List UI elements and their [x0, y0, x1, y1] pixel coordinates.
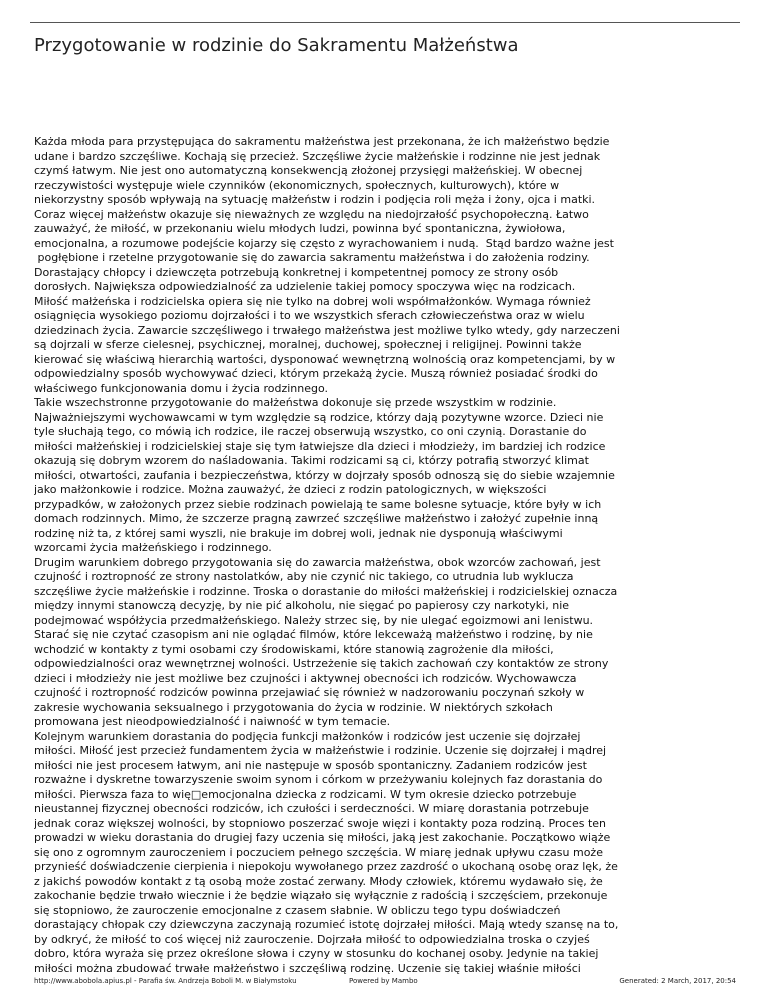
text-line: właściwego funkcjonowania domu i życia rodzinnego. [34, 381, 329, 395]
footer-generated-date: Generated: 2 March, 2017, 20:54 [619, 977, 736, 985]
text-line: miłości, otwartości, zaufania i bezpieczeństwa, którzy w dojrzały sposób odnoszą się do siebie wzajemnie [34, 468, 615, 482]
text-line: okazują się dobrym wzorem do naśladowania. Takimi rodzicami są ci, którzy potrafią stworzyć klimat [34, 454, 589, 467]
text-line: Starać się nie czytać czasopism ani nie oglądać filmów, które lekceważą małżeństwo i rodzinę, by nie [34, 628, 593, 641]
text-line: promowana jest nieodpowiedzialność i naiwność w tym temacie. [34, 715, 391, 728]
text-line: niekorzystny sposób wpływają na sytuację małżeństw i rodzin i podjęcia roli męża i żony, ojca i matki. [34, 193, 596, 206]
text-line: między innymi stanowczą decyzję, by nie pić alkoholu, nie sięgać po papierosy czy narkotyki, nie [34, 599, 570, 612]
text-line: rozważne i dyskretne towarzyszenie swoim synom i córkom w przeżywaniu kolejnych faz dorastania do [34, 773, 603, 786]
text-line: czujność i roztropność ze strony nastolatków, aby nie czynić nic takiego, co utrudnia lub wyklucza [34, 570, 574, 583]
text-line: dzieci i młodzieży nie jest możliwe bez czujności i aktywnej obecności ich rodziców. Wychowawcza [34, 671, 577, 685]
text-line: Coraz więcej małżeństw okazuje się nieważnych ze względu na niedojrzałość psychopołeczną. Łatwo [34, 207, 589, 221]
text-line: dobro, która wyraża się przez określone słowa i czyny w stosunku do kochanej osoby. Jedynie na takiej [34, 947, 599, 960]
text-line: czymś łatwym. Nie jest ono automatyczną konsekwencją złożonej przysięgi małżeńskiej. W obecnej [34, 164, 583, 177]
text-line: się ono z ogromnym zauroczeniem i poczuciem pełnego szczęścia. W miarę jednak upływu czasu może [34, 845, 603, 859]
footer-source-link[interactable]: http://www.abobola.apius.pl - Parafia św. Andrzeja Boboli M. w Białymstoku [34, 977, 297, 985]
text-line: zakresie wychowania seksualnego i przygotowania do życia w rodzinie. W niektórych szkołach [34, 700, 553, 714]
text-line: wchodzić w kontakty z tymi osobami czy środowiskami, które stanowią zagrożenie dla miłości, [34, 642, 554, 656]
text-line: Miłość małżeńska i rodzicielska opiera się nie tylko na dobrej woli współmałżonków. Wymaga również [34, 294, 591, 308]
text-line: rzeczywistości występuje wiele czynników (ekonomicznych, społecznych, kulturowych), które w [34, 178, 560, 192]
text-line: szczęśliwe życie małżeńskie i rodzinne. Troska o dorastanie do miłości małżeńskiej i rodzicielskiej oznacza [34, 584, 618, 598]
text-line: są dojrzali w sferze cielesnej, psychicznej, moralnej, duchowej, społecznej i religijnej. Powinni także [34, 338, 582, 351]
footer-powered-by: Powered by Mambo [349, 977, 418, 985]
text-line: dorosłych. Największa odpowiedzialność za udzielenie takiej pomocy spoczywa więc na rodzicach. [34, 280, 576, 293]
text-line: Drugim warunkiem dobrego przygotowania się do zawarcia małżeństwa, obok wzorców zachowań, jest [34, 555, 601, 569]
text-line: by odkryć, że miłość to coś więcej niż zauroczenie. Dojrzała miłość to odpowiedzialna troska o czyjeś [34, 932, 590, 946]
text-line: dorastający chłopak czy dziewczyna zaczynają rozumieć istotę dojrzałej miłości. Mają wtedy szansę na to, [34, 918, 619, 931]
text-line: jako małżonkowie i rodzice. Można zauważyć, że dzieci z rodzin patologicznych, w większości [34, 483, 547, 496]
page-footer [34, 977, 736, 987]
text-line: prowadzi w wieku dorastania do drugiej fazy uczenia się miłości, jaką jest zakochanie. Początkowo wiąże [34, 831, 611, 844]
text-line: z jakichś powodów kontakt z tą osobą może zostać zerwany. Młody człowiek, któremu wydawało się, że [34, 874, 603, 888]
text-line: wzorcami życia małżeńskiego i rodzinnego. [34, 541, 272, 554]
page-title: Przygotowanie w rodzinie do Sakramentu Małżeństwa [34, 35, 519, 56]
text-line: przypadków, w założonych przez siebie rodzinach powielają te same bolesne sytuacje, które były w ich [34, 497, 602, 511]
text-line: Kolejnym warunkiem dorastania do podjęcia funkcji małżonków i rodziców jest uczenie się dojrzałej [34, 729, 581, 743]
text-line: miłości małżeńskiej i rodzicielskiej staje się tym łatwiejsze dla dzieci i młodzieży, im bardziej ich rodzice [34, 439, 606, 453]
text-line: odpowiedzialny sposób wychowywać dzieci, którym przekażą życie. Muszą również posiadać środki do [34, 367, 598, 380]
text-line: miłości można zbudować trwałe małżeństwo i szczęśliwą rodzinę. Uczenie się takiej właśnie miłości [34, 961, 581, 975]
text-line: emocjonalna, a rozumowe podejście kojarzy się często z wyrachowaniem i nudą. Stąd bardzo ważne jest [34, 236, 614, 250]
text-line: osiągnięcia wysokiego poziomu dojrzałości i to we wszystkich sferach człowieczeństwa oraz w wielu [34, 309, 585, 322]
text-line: odpowiedzialności oraz wewnętrznej wolności. Ustrzeżenie się takich zachowań czy kontaktów ze strony [34, 657, 609, 670]
text-line: się stopniowo, że zauroczenie emocjonalne z czasem słabnie. W obliczu tego typu doświadczeń [34, 903, 561, 917]
text-line: jednak coraz większej wolności, by stopniowo poszerzać swoje więzi i kontakty poza rodziną. Proces ten [34, 816, 607, 830]
text-line: czujność i roztropność rodziców powinna przejawiać się również w nadzorowaniu poczynań szkoły w [34, 686, 585, 699]
text-line: miłości nie jest procesem łatwym, ani nie następuje w sposób spontaniczny. Zadaniem rodziców jest [34, 758, 587, 772]
text-line: rodzinę niż ta, z której sami wyszli, nie brakuje im dobrej woli, jednak nie dysponują właściwymi [34, 526, 563, 540]
top-rule [30, 22, 740, 23]
article-body [34, 135, 734, 976]
text-line: przynieść doświadczenie cierpienia i niepokoju wywołanego przez zazdrość o ukochaną osobę oraz lęk, że [34, 860, 618, 873]
text-line: nieustannej fizycznej obecności rodziców, ich czułości i serdeczności. W miarę dorastania potrzebuje [34, 802, 589, 815]
text-line: domach rodzinnych. Mimo, że szczerze pragną zawrzeć szczęśliwe małżeństwo i założyć zupełnie inną [34, 512, 599, 525]
text-line: Każda młoda para przystępująca do sakramentu małżeństwa jest przekonana, że ich małżeństwo będzie [34, 135, 610, 148]
text-line: kierować się właściwą hierarchią wartości, dysponować wewnętrzną wolnością oraz kompetencjami, by w [34, 352, 616, 366]
text-line: Takie wszechstronne przygotowanie do małżeństwa dokonuje się przede wszystkim w rodzinie. [34, 396, 557, 409]
text-line: tyle słuchają tego, co mówią ich rodzice, ile raczej obserwują wszystko, co oni czynią. Dorastanie do [34, 425, 587, 438]
text-line: udane i bardzo szczęśliwe. Kochają się przecież. Szczęśliwe życie małżeńskie i rodzinne nie jest jednak [34, 149, 601, 163]
text-line: zakochanie będzie trwało wiecznie i że będzie wiązało się wyłącznie z radością i szczęściem, przekonuje [34, 889, 608, 902]
text-line: miłości. Miłość jest przecież fundamentem życia w małżeństwie i rodzinie. Uczenie się dojrzałej i mądrej [34, 744, 607, 757]
text-line: miłości. Pierwsza faza to wię□emocjonalna dziecka z rodzicami. W tym okresie dziecko potrzebuje [34, 787, 577, 801]
text-line: pogłębione i rzetelne przygotowanie się do zawarcia sakramentu małżeństwa i do założenia rodziny. [34, 251, 590, 264]
text-line: Dorastający chłopcy i dziewczęta potrzebują konkretnej i kompetentnej pomocy ze strony osób [34, 265, 559, 279]
text-line: dziedzinach życia. Zawarcie szczęśliwego i trwałego małżeństwa jest możliwe tylko wtedy, gdy narzeczeni [34, 323, 620, 337]
text-line: podejmować współżycia przedmałżeńskiego. Należy strzec się, by nie ulegać egoizmowi ani lenistwu. [34, 613, 594, 627]
text-line: zauważyć, że miłość, w przekonaniu wielu młodych ludzi, powinna być spontaniczna, żywiołowa, [34, 222, 566, 235]
text-line: Najważniejszymi wychowawcami w tym względzie są rodzice, którzy dają pozytywne wzorce. Dzieci nie [34, 410, 604, 424]
